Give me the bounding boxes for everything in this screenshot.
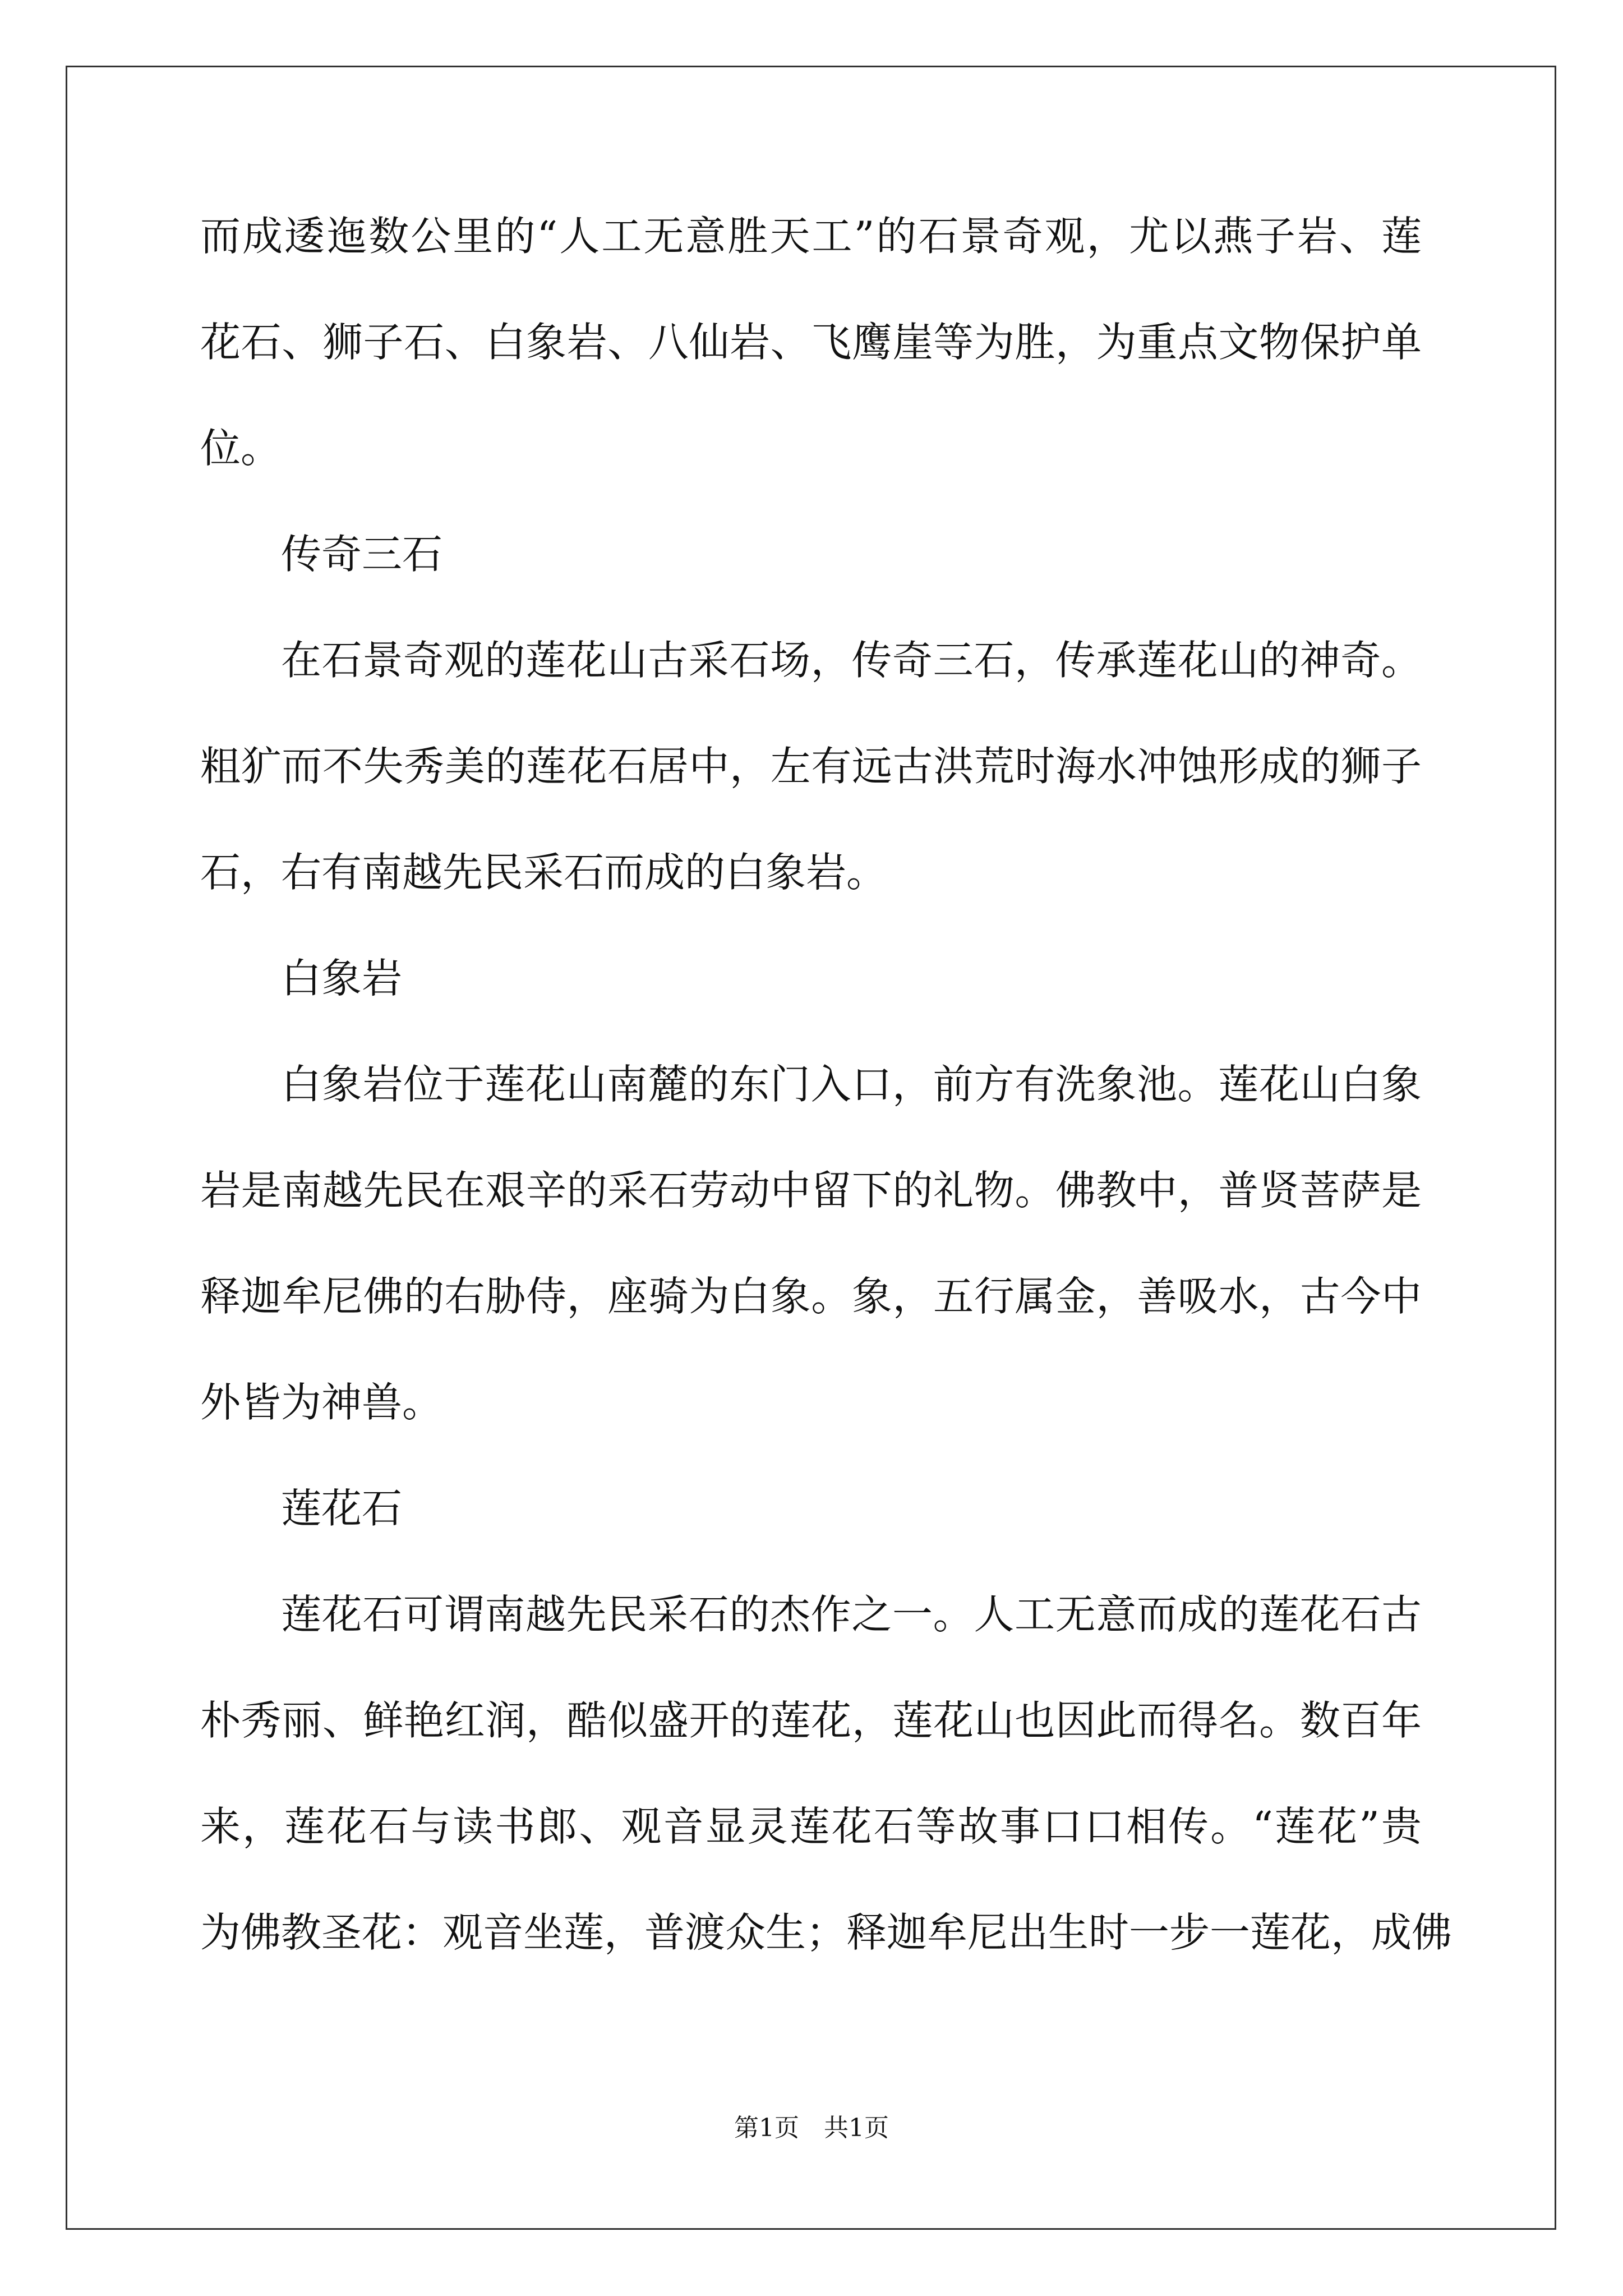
text-line: 花石、狮子石、白象岩、八仙岩、飞鹰崖等为胜，为重点文物保护单: [200, 319, 1422, 366]
text-line: 为佛教圣花：观音坐莲，普渡众生；释迦牟尼出生时一步一莲花，成佛: [200, 1909, 1453, 1956]
text-line: 朴秀丽、鲜艳红润，酷似盛开的莲花，莲花山也因此而得名。数百年: [200, 1697, 1422, 1744]
page-number: 第1页: [734, 2114, 799, 2142]
text-line: 粗犷而不失秀美的莲花石居中，左有远古洪荒时海水冲蚀形成的狮子: [200, 743, 1422, 790]
text-line: 白象岩位于莲花山南麓的东门入口，前方有洗象池。莲花山白象: [281, 1061, 1422, 1108]
section-heading: 传奇三石: [281, 531, 443, 578]
page-footer: [0, 2116, 1623, 2141]
text-line: 位。: [200, 425, 282, 472]
text-line: 释迦牟尼佛的右胁侍，座骑为白象。象，五行属金，善吸水，古今中: [200, 1273, 1422, 1320]
text-line: 岩是南越先民在艰辛的采石劳动中留下的礼物。佛教中，普贤菩萨是: [200, 1167, 1422, 1214]
section-heading: 白象岩: [281, 955, 403, 1002]
text-line: 石，右有南越先民采石而成的白象岩。: [200, 849, 887, 896]
text-line: 在石景奇观的莲花山古采石场，传奇三石，传承莲花山的神奇。: [281, 637, 1422, 684]
document-body: [200, 213, 1453, 2018]
text-line: 莲花石可谓南越先民采石的杰作之一。人工无意而成的莲花石古: [281, 1591, 1422, 1638]
text-line: 外皆为神兽。: [200, 1379, 443, 1426]
section-heading: 莲花石: [281, 1485, 403, 1532]
text-line: 来，莲花石与读书郎、观音显灵莲花石等故事口口相传。“莲花”贵: [200, 1803, 1422, 1850]
page-total: 共1页: [824, 2114, 889, 2142]
text-line: 而成逶迤数公里的“人工无意胜天工”的石景奇观，尤以燕子岩、莲: [200, 213, 1422, 260]
